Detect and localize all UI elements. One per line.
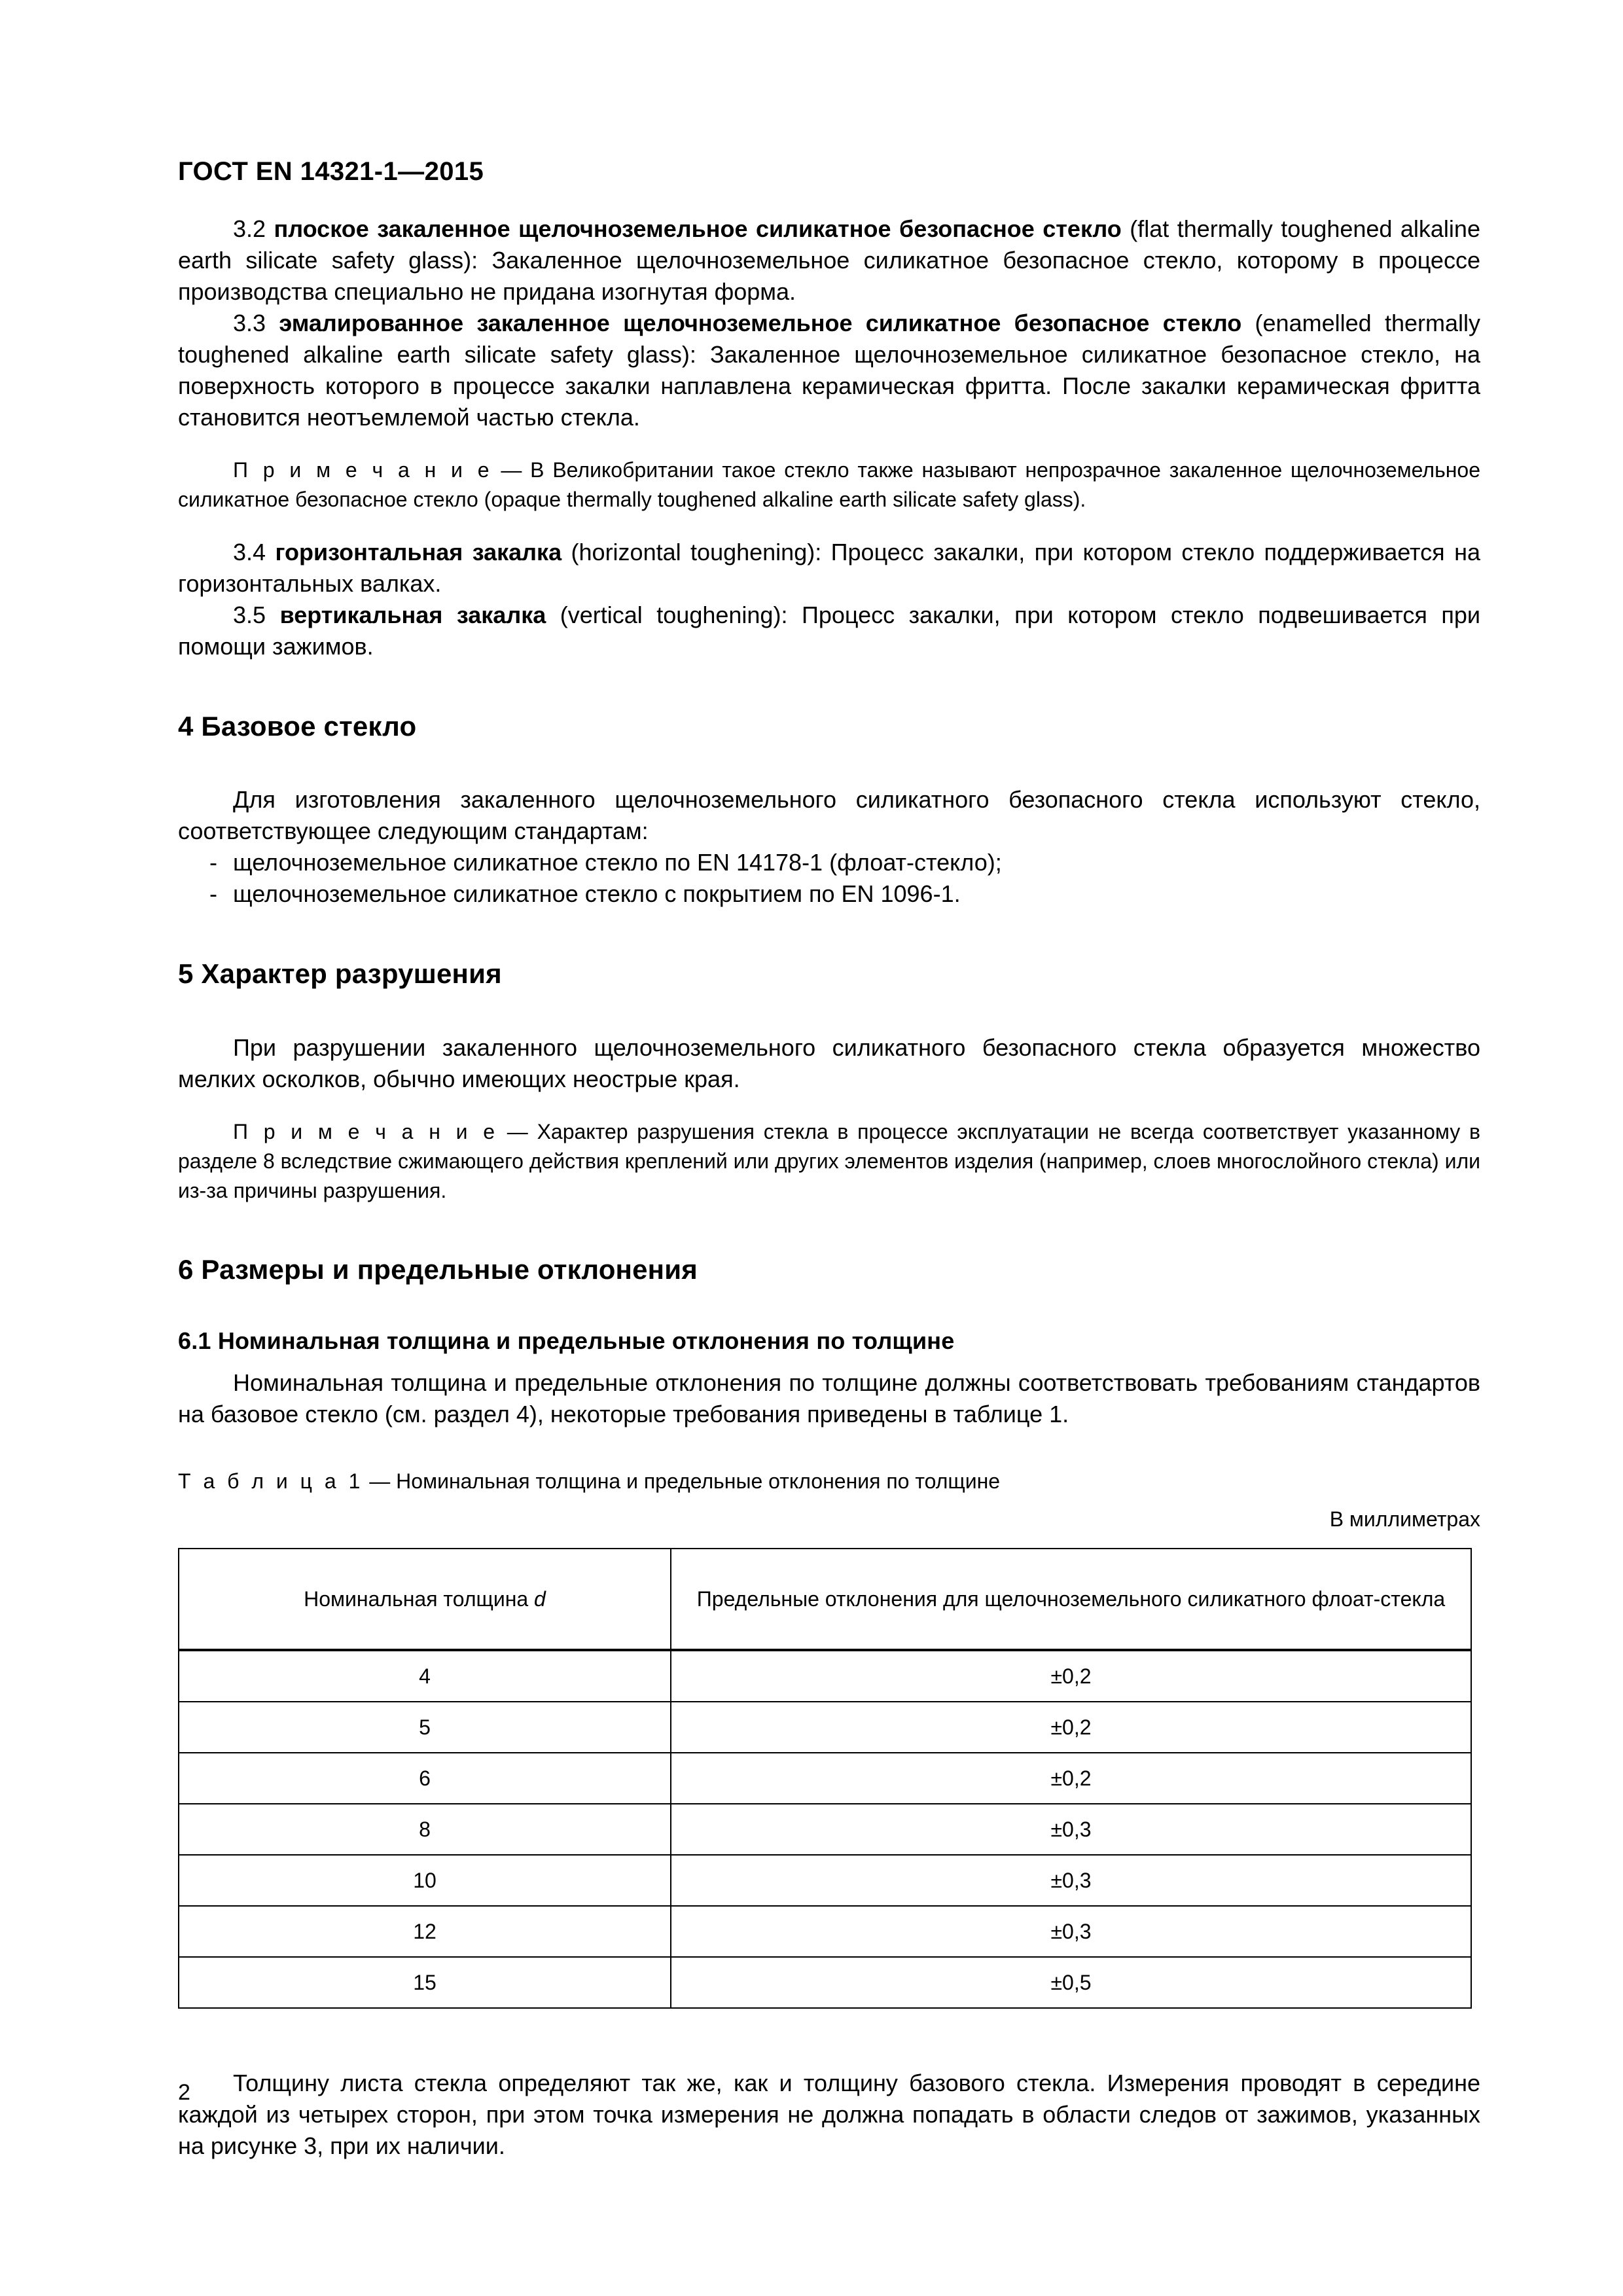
clause-3-2-term-en: (flat thermally toughened alkaline earth silicate safety glass): [178,215,1480,274]
body-content [178,213,1480,2162]
clause-3-4-number: 3.4 [233,539,266,565]
clause-3-3 [178,308,1480,433]
list-item [178,847,1480,878]
cell-tolerance: ±0,2 [671,1650,1471,1702]
clause-3-2-term-ru: плоское закаленное щелочноземельное силикатное безопасное стекло [274,215,1122,242]
cell-thickness: 6 [179,1753,671,1804]
table-body [179,1650,1471,2008]
note-text: В Великобритании такое стекло также называют непрозрачное закаленное щелочноземельное силикатное безопасное стекло (opaque thermally toughened alkaline earth silicate safety glass). [178,458,1481,511]
table-caption-text: Номинальная толщина и предельные отклонения по толщине [396,1469,1001,1494]
section-5-note [178,1117,1480,1206]
clause-3-2-number: 3.2 [233,215,266,242]
table-header-thickness-text: Номинальная толщина [304,1587,535,1611]
section-4-heading: 4 Базовое стекло [178,711,417,742]
base-glass-standards-list [178,847,1480,910]
list-dash: - [209,880,217,908]
cell-thickness: 10 [179,1855,671,1906]
clause-3-5-definition: Процесс закалки, при котором стекло подвешивается при помощи зажимов. [178,601,1480,660]
table-row [179,1702,1471,1753]
note-text: Характер разрушения стекла в процессе эксплуатации не всегда соответствует указанному в разделе 8 вследствие сжимающего действия креплений или других элементов изделия (например, слоев многослойного стекла) или из-за причины разрушения. [178,1119,1481,1202]
clause-3-3-term-ru: эмалированное закаленное щелочноземельное силикатное безопасное стекло [279,310,1242,336]
cell-tolerance: ±0,3 [671,1906,1471,1957]
thickness-tolerance-table [178,1548,1472,2009]
cell-tolerance: ±0,2 [671,1702,1471,1753]
cell-thickness: 5 [179,1702,671,1753]
list-item-text: щелочноземельное силикатное стекло по EN 14178-1 (флоат-стекло); [233,849,1002,876]
cell-thickness: 4 [179,1650,671,1702]
list-item [178,878,1480,910]
clause-3-2 [178,213,1480,308]
table-caption-dash: — [363,1469,397,1494]
thickness-symbol: d [534,1587,546,1611]
section-5-heading: 5 Характер разрушения [178,958,502,990]
clause-3-3-number: 3.3 [233,310,266,336]
clause-3-3-definition: Закаленное щелочноземельное силикатное безопасное стекло, на поверхность которого в процессе закалки наплавлена керамическая фритта. После закалки керамическая фритта становится неотъемлемой частью стекла. [178,341,1480,431]
table-row [179,1906,1471,1957]
section-6-closing-paragraph: Толщину листа стекла определяют так же, как и толщину базового стекла. Измерения проводят в середине каждой из четырех сторон, при этом точка измерения не должна попадать в области следов от зажимов, указанных на рисунке 3, при их наличии. [178,2070,1480,2160]
clause-3-3-term-en: (enamelled thermally toughened alkaline earth silicate safety glass): [178,310,1480,368]
clause-3-2-definition: Закаленное щелочноземельное силикатное безопасное стекло, которому в процессе производства специально не придана изогнутая форма. [178,247,1480,305]
note-dash: — [492,458,531,482]
clause-3-5 [178,600,1480,662]
list-dash: - [209,849,217,876]
table-header [179,1549,1471,1650]
table-row [179,1957,1471,2008]
clause-3-4 [178,537,1480,600]
cell-thickness: 8 [179,1804,671,1855]
table-units-label: В миллиметрах [1329,1507,1480,1532]
note-label: П р и м е ч а н и е [233,458,493,482]
table-row [179,1753,1471,1804]
table-row [179,1855,1471,1906]
clause-3-3-note [178,456,1480,514]
table-header-row [179,1549,1471,1650]
cell-tolerance: ±0,5 [671,1957,1471,2008]
cell-thickness: 12 [179,1906,671,1957]
section-6-heading: 6 Размеры и предельные отклонения [178,1253,698,1285]
cell-tolerance: ±0,3 [671,1855,1471,1906]
clause-3-5-number: 3.5 [233,601,266,628]
note-dash: — [498,1119,537,1143]
section-6-1-heading: 6.1 Номинальная толщина и предельные отклонения по толщине [178,1327,955,1354]
clause-3-5-term-ru: вертикальная закалка [279,601,546,628]
cell-tolerance: ±0,3 [671,1804,1471,1855]
note-label: П р и м е ч а н и е [233,1119,499,1143]
table-caption-label: Т а б л и ц а 1 [178,1469,364,1494]
table-header-thickness [179,1549,671,1650]
table-header-tolerance: Предельные отклонения для щелочноземельного силикатного флоат-стекла [671,1549,1471,1650]
clause-3-4-definition: Процесс закалки, при котором стекло поддерживается на горизонтальных валках. [178,539,1480,597]
list-item-text: щелочноземельное силикатное стекло с покрытием по EN 1096-1. [233,880,961,908]
cell-tolerance: ±0,2 [671,1753,1471,1804]
section-4-paragraph: Для изготовления закаленного щелочноземельного силикатного безопасного стекла используют стекло, соответствующее следующим стандартам: [178,786,1480,845]
page-content [178,0,1480,2162]
section-5-paragraph: При разрушении закаленного щелочноземельного силикатного безопасного стекла образуется множество мелких осколков, обычно имеющих неострые края. [178,1033,1480,1092]
clause-3-4-term-en: (horizontal toughening): [571,539,822,565]
page-number: 2 [178,2080,190,2105]
clause-3-5-term-en: (vertical toughening): [560,601,788,628]
section-6-1-paragraph: Номинальная толщина и предельные отклонения по толщине должны соответствовать требованиям стандартов на базовое стекло (см. раздел 4), некоторые требования приведены в таблице 1. [178,1369,1480,1428]
table-row [179,1650,1471,1702]
cell-thickness: 15 [179,1957,671,2008]
document-header: ГОСТ EN 14321-1—2015 [178,157,484,186]
clause-3-4-term-ru: горизонтальная закалка [275,539,562,565]
table-1-caption [178,1467,1480,1496]
table-row [179,1804,1471,1855]
